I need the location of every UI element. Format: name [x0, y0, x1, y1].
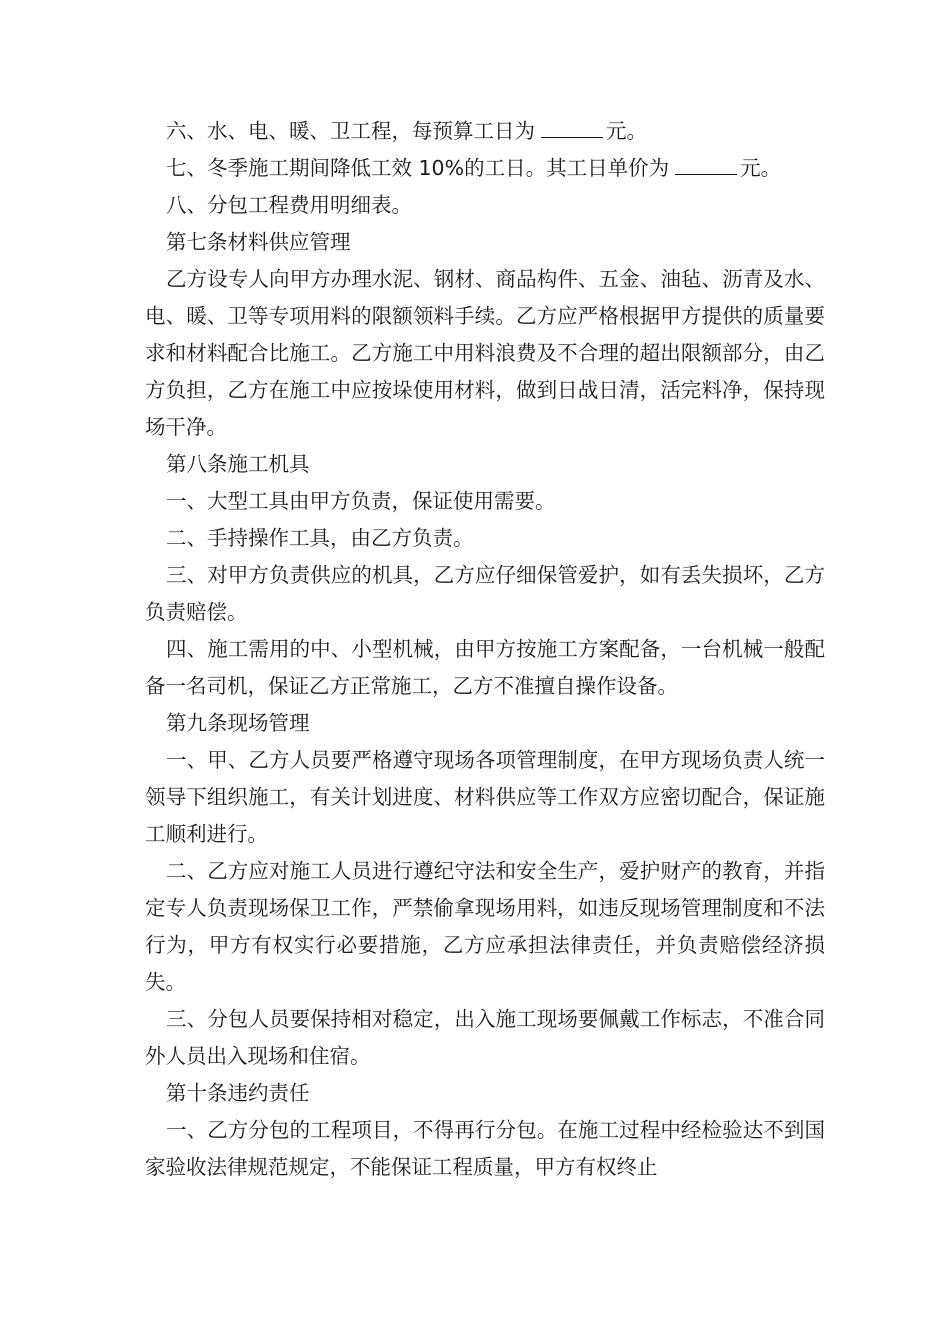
clause-6-suffix: 元。: [606, 119, 647, 143]
article-10-item-1: 一、乙方分包的工程项目，不得再行分包。在施工过程中经检验达不到国家验收法律规范规定，不能保证工程质量，甲方有权终止: [145, 1118, 825, 1179]
clause-7-text: 七、冬季施工期间降低工效 10%的工日。其工日单价为: [166, 156, 670, 180]
article-9-item-2: 二、乙方应对施工人员进行遵纪守法和安全生产，爱护财产的教育，并指定专人负责现场保卫工作，严禁偷拿现场用料，如违反现场管理制度和不法行为，甲方有权实行必要措施，乙方应承担法律责任，并负责赔偿经济损失。: [145, 859, 825, 994]
fill-in-blank: [541, 117, 603, 138]
article-9-item-3: 三、分包人员要保持相对稳定，出入施工现场要佩戴工作标志，不准合同外人员出入现场和住宿。: [145, 1007, 825, 1068]
clause-7: [145, 150, 825, 187]
article-8-item-1: 一、大型工具由甲方负责，保证使用需要。: [166, 489, 556, 513]
clause-8: 八、分包工程费用明细表。: [166, 193, 412, 217]
article-9-item-1: 一、甲、乙方人员要严格遵守现场各项管理制度，在甲方现场负责人统一领导下组织施工，有关计划进度、材料供应等工作双方应密切配合，保证施工顺利进行。: [145, 748, 825, 846]
article-8-item-4: 四、施工需用的中、小型机械，由甲方按施工方案配备，一台机械一般配备一名司机，保证乙方正常施工，乙方不准擅自操作设备。: [145, 637, 825, 698]
fill-in-blank: [675, 154, 737, 175]
article-8-item-3: 三、对甲方负责供应的机具，乙方应仔细保管爱护，如有丢失损坏，乙方负责赔偿。: [145, 563, 825, 624]
clause-7-suffix: 元。: [740, 156, 782, 180]
article-8-item-2: 二、手持操作工具，由乙方负责。: [166, 526, 474, 550]
article-7-title: 第七条材料供应管理: [166, 230, 351, 254]
article-9-title: 第九条现场管理: [166, 711, 310, 735]
clause-6-text: 六、水、电、暖、卫工程，每预算工日为: [166, 119, 535, 143]
clause-6: [145, 113, 825, 150]
article-8-title: 第八条施工机具: [166, 452, 310, 476]
article-10-title: 第十条违约责任: [166, 1081, 310, 1105]
article-7-body: 乙方设专人向甲方办理水泥、钢材、商品构件、五金、油毡、沥青及水、电、暖、卫等专项用料的限额领料手续。乙方应严格根据甲方提供的质量要求和材料配合比施工。乙方施工中用料浪费及不合理的超出限额部分，由乙方负担，乙方在施工中应按垛使用材料，做到日战日清，活完料净，保持现场干净。: [145, 267, 825, 439]
document-body: [145, 113, 825, 1186]
